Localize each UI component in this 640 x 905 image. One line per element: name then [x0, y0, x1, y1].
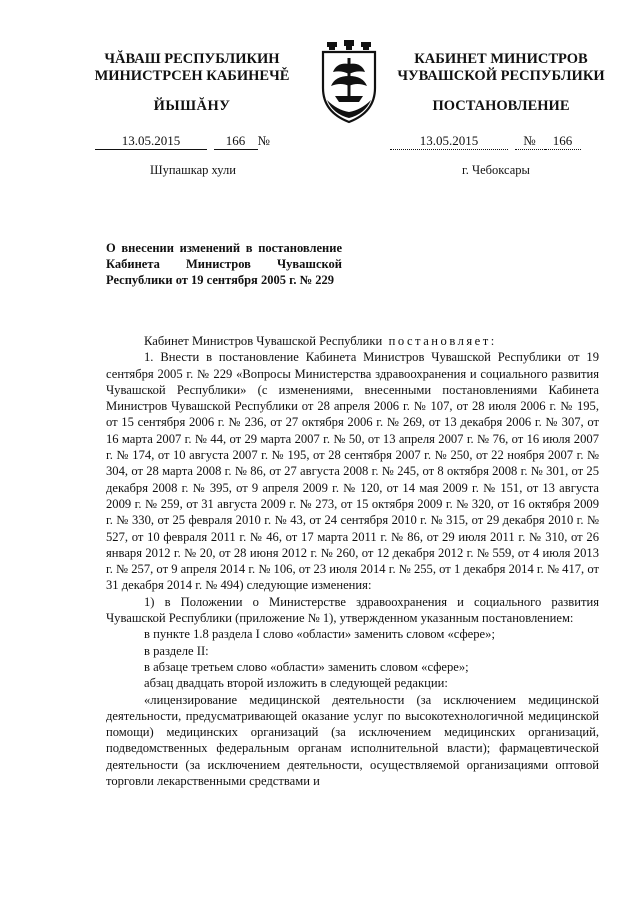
doc-type-left: ЙЫШĂНУ [153, 98, 231, 114]
header-left-line1: ЧĂВАШ РЕСПУБЛИКИН [104, 51, 280, 67]
place-left: Шупашкар хули [150, 163, 236, 177]
doc-type-right: ПОСТАНОВЛЕНИЕ [432, 98, 570, 114]
no-sign-right: № [515, 133, 545, 150]
intro-prefix: Кабинет Министров Чувашской Республики [144, 334, 383, 348]
intro-paragraph [106, 333, 599, 349]
header-left [92, 51, 292, 85]
body-paragraph: абзац двадцать второй изложить в следующей редакции: [144, 676, 448, 691]
body-paragraph: в разделе II: [144, 643, 209, 658]
number-line-left [95, 133, 270, 150]
place-right: г. Чебоксары [462, 163, 530, 177]
header-right-line2: ЧУВАШСКОЙ РЕСПУБЛИКИ [397, 68, 605, 84]
body-paragraph: в абзаце третьем слово «области» заменить словом «сфере»; [144, 659, 469, 674]
date-left: 13.05.2015 [95, 133, 207, 150]
date-right: 13.05.2015 [390, 133, 508, 150]
number-left: 166 [214, 133, 258, 150]
header-left-line2: МИНИСТРСЕН КАБИНЕЧĚ [94, 68, 290, 84]
header-right [388, 51, 614, 85]
intro-keyword: постановляет: [388, 334, 497, 348]
header-right-line1: КАБИНЕТ МИНИСТРОВ [414, 51, 588, 67]
document-title: О внесении изменений в постановление Кабинета Министров Чувашской Республики от 19 сентября 2005 г. № 229 [106, 241, 342, 287]
body-paragraph: 1. Внести в постановление Кабинета Министров Чувашской Республики от 19 сентября 2005 г. № 229 «Вопросы Министерства здравоохранения и социального развития Чувашской Республики» (с изменениями, внесенными постановлениями Кабинета Министров Чувашской Республики от 28 апреля 2006 г. № 107, от 28 июля 2006 г. № 195, от 15 сентября 2006 г. № 236, от 27 октября 2006 г. № 269, от 13 декабря 2006 г. № 307, от 16 марта 2007 г. № 44, от 29 марта 2007 г. № 50, от 13 апреля 2007 г. № 76, от 16 июля 2007 г. № 174, от 10 августа 2007 г. № 195, от 28 сентября 2007 г. № 250, от 22 ноября 2007 г. № 304, от 28 марта 2008 г. № 86, от 27 августа 2008 г. № 245, от 8 октября 2008 г. № 301, от 25 декабря 2008 г. № 395, от 9 апреля 2009 г. № 120, от 14 мая 2009 г. № 151, от 13 августа 2009 г. № 259, от 31 августа 2009 г. № 273, от 15 октября 2009 г. № 320, от 16 октября 2009 г. № 330, от 25 февраля 2010 г. № 43, от 24 сентября 2010 г. № 315, от 29 декабря 2010 г. № 527, от 10 февраля 2011 г. № 46, от 17 марта 2011 г. № 86, от 29 июля 2011 г. № 310, от 26 января 2012 г. № 20, от 28 июня 2012 г. № 260, от 12 декабря 2012 г. № 559, от 4 июля 2013 г. № 257, от 9 апреля 2014 г. № 106, от 23 июля 2014 г. № 255, от 1 декабря 2014 г. № 417, от 31 декабря 2014 г. № 494) следующие изменения: [106, 350, 599, 593]
chuvash-coat-of-arms-icon [317, 40, 381, 124]
no-sign-left: № [257, 133, 270, 148]
document-body [106, 333, 599, 789]
number-right: 166 [545, 133, 581, 150]
body-paragraph: 1) в Положении о Министерстве здравоохранения и социального развития Чувашской Республики (приложение № 1), утвержденном указанным постановлением: [106, 594, 599, 626]
body-paragraph: в пункте 1.8 раздела I слово «области» заменить словом «сфере»; [144, 627, 495, 642]
body-paragraph: «лицензирование медицинской деятельности (за исключением медицинской деятельности, предусматривающей оказание услуг по высокотехнологичной медицинской помощи) медицинских организаций (за исключением медицинских организаций, подведомственных федеральным органам исполнительной власти); фармацевтической деятельности (за исключением деятельности, осуществляемой организациями оптовой торговли лекарственными средствами и [106, 692, 599, 789]
number-line-right [390, 133, 581, 150]
